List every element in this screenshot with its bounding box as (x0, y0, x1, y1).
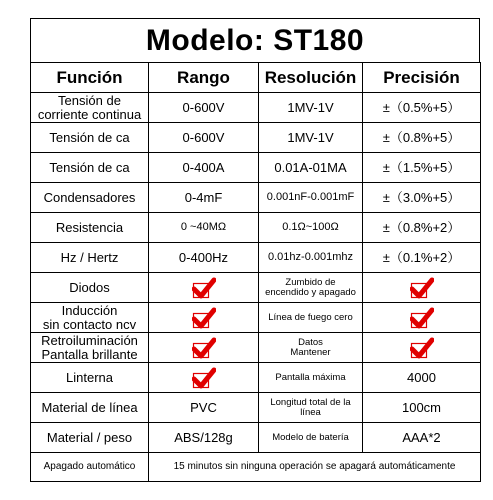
page-title: Modelo: ST180 (30, 18, 480, 62)
cell-resolucion: 0.001nF-0.001mF (259, 183, 363, 213)
cell-precision: ±（1.5%+5） (363, 153, 481, 183)
cell-rango (149, 303, 259, 333)
cell-funcion: Linterna (31, 363, 149, 393)
cell-precision: AAA*2 (363, 423, 481, 453)
table-row (31, 303, 481, 333)
cell-resolucion-line2: encendido y apagado (265, 286, 356, 298)
cell-resolucion-line1: Datos (298, 336, 323, 348)
header-resolucion: Resolución (259, 63, 363, 93)
cell-rango: 0-400A (149, 153, 259, 183)
table-row (31, 393, 481, 423)
table-row (31, 363, 481, 393)
table-row (31, 93, 481, 123)
cell-funcion-line1: Retroiluminación (41, 332, 138, 348)
header-precision: Precisión (363, 63, 481, 93)
cell-precision (363, 303, 481, 333)
cell-rango: 0-600V (149, 123, 259, 153)
check-mark-icon (192, 367, 216, 389)
cell-funcion-line2: sin contacto ncv (42, 316, 137, 332)
cell-resolucion: Línea de fuego cero (259, 303, 363, 333)
cell-funcion-line1: Tensión de (58, 92, 121, 108)
cell-resolucion: 1MV-1V (259, 93, 363, 123)
cell-rango: 0-600V (149, 93, 259, 123)
footer-text: 15 minutos sin ninguna operación se apagará automáticamente (149, 453, 481, 482)
table-row (31, 423, 481, 453)
table-row (31, 123, 481, 153)
cell-precision: 4000 (363, 363, 481, 393)
cell-resolucion (259, 273, 363, 303)
cell-funcion: Material de línea (31, 393, 149, 423)
check-mark-icon (410, 337, 434, 359)
header-funcion: Función (31, 63, 149, 93)
cell-rango: 0 ~40MΩ (149, 213, 259, 243)
cell-rango (149, 333, 259, 363)
footer-row (31, 453, 481, 482)
cell-rango (149, 273, 259, 303)
cell-resolucion: Pantalla máxima (259, 363, 363, 393)
check-mark-icon (192, 277, 216, 299)
cell-funcion-line2: Pantalla brillante (41, 346, 138, 362)
cell-funcion: Diodos (31, 273, 149, 303)
cell-resolucion: Longitud total de la línea (259, 393, 363, 423)
cell-funcion: Material / peso (31, 423, 149, 453)
cell-precision: ±（3.0%+5） (363, 183, 481, 213)
cell-resolucion-line1: Zumbido de (285, 276, 336, 288)
check-mark-icon (410, 307, 434, 329)
cell-resolucion: 0.01hz-0.001mhz (259, 243, 363, 273)
footer-label: Apagado automático (31, 453, 149, 482)
cell-resolucion: 0.01A-01MA (259, 153, 363, 183)
cell-funcion: Hz / Hertz (31, 243, 149, 273)
cell-precision: ±（0.1%+2） (363, 243, 481, 273)
cell-resolucion-line2: Mantener (290, 346, 331, 358)
cell-funcion: Resistencia (31, 213, 149, 243)
check-mark-icon (192, 307, 216, 329)
table-header-row (31, 63, 481, 93)
cell-funcion: Tensión de ca (31, 153, 149, 183)
cell-funcion: Condensadores (31, 183, 149, 213)
cell-rango: 0-4mF (149, 183, 259, 213)
table-row (31, 183, 481, 213)
table-row (31, 333, 481, 363)
table-row (31, 213, 481, 243)
cell-rango: ABS/128g (149, 423, 259, 453)
check-mark-icon (410, 277, 434, 299)
cell-precision (363, 333, 481, 363)
cell-precision: ±（0.5%+5） (363, 93, 481, 123)
cell-resolucion: Modelo de batería (259, 423, 363, 453)
cell-rango: 0-400Hz (149, 243, 259, 273)
cell-funcion (31, 303, 149, 333)
cell-resolucion: 0.1Ω~100Ω (259, 213, 363, 243)
spec-table (30, 62, 481, 482)
cell-precision: 100cm (363, 393, 481, 423)
cell-rango (149, 363, 259, 393)
cell-funcion (31, 333, 149, 363)
check-mark-icon (192, 337, 216, 359)
cell-rango: PVC (149, 393, 259, 423)
cell-funcion (31, 93, 149, 123)
cell-funcion-line1: Inducción (61, 302, 118, 318)
table-row (31, 153, 481, 183)
cell-funcion-line2: corriente continua (37, 106, 142, 122)
cell-resolucion: 1MV-1V (259, 123, 363, 153)
table-row (31, 273, 481, 303)
table-row (31, 243, 481, 273)
header-rango: Rango (149, 63, 259, 93)
cell-precision: ±（0.8%+5） (363, 123, 481, 153)
cell-funcion: Tensión de ca (31, 123, 149, 153)
cell-precision (363, 273, 481, 303)
cell-resolucion (259, 333, 363, 363)
cell-precision: ±（0.8%+2） (363, 213, 481, 243)
